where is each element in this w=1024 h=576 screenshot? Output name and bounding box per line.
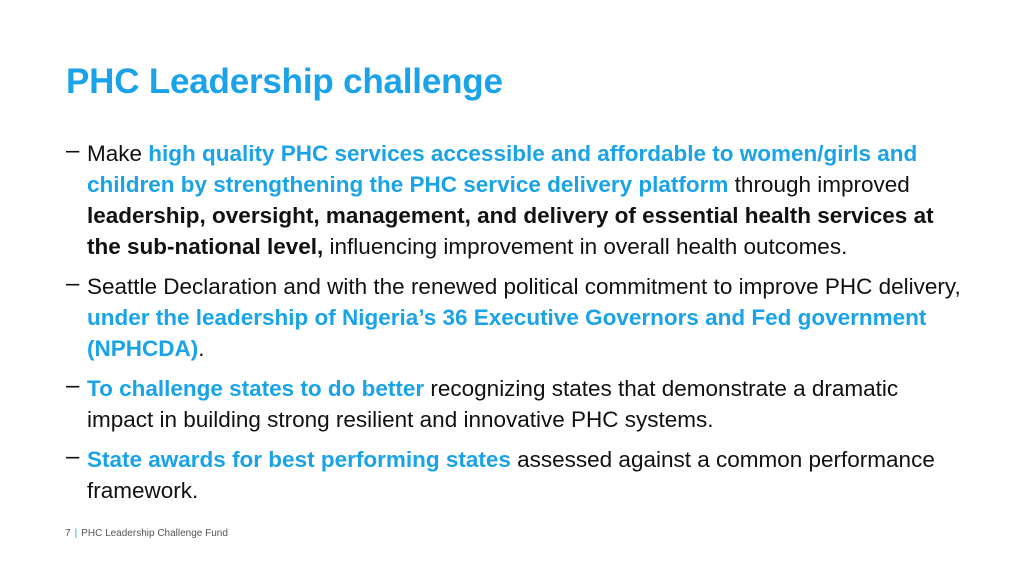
bullet-bold: leadership, oversight, management, and delivery of essential health services at the sub-national level, — [87, 203, 934, 259]
bullet-item — [66, 373, 966, 435]
slide-title: PHC Leadership challenge — [66, 62, 503, 101]
footer-text: PHC Leadership Challenge Fund — [81, 528, 228, 539]
dash-marker: – — [66, 372, 80, 399]
bullet-text: influencing improvement in overall health outcomes. — [323, 234, 848, 259]
bullet-list — [66, 138, 966, 515]
dash-marker: – — [66, 137, 80, 164]
bullet-text: recognizing states that demonstrate a dramatic impact in building strong resilient and innovative PHC systems. — [87, 376, 899, 432]
bullet-item — [66, 444, 966, 506]
bullet-text: through improved — [728, 172, 910, 197]
bullet-text: assessed against a common performance framework. — [87, 447, 935, 503]
slide-footer — [65, 528, 228, 539]
bullet-highlight: under the leadership of Nigeria’s 36 Executive Governors and Fed government (NPHCDA) — [87, 305, 927, 361]
bullet-highlight: State awards for best performing states — [87, 447, 511, 472]
footer-separator: | — [74, 528, 78, 539]
bullet-text: Make — [87, 141, 149, 166]
bullet-highlight: To challenge states to do better — [87, 376, 425, 401]
page-number: 7 — [65, 528, 71, 539]
bullet-item — [66, 138, 966, 262]
bullet-text: Seattle Declaration and with the renewed political commitment to improve PHC delivery, — [87, 274, 961, 299]
bullet-text: . — [198, 336, 205, 361]
bullet-item — [66, 271, 966, 364]
dash-marker: – — [66, 443, 80, 470]
dash-marker: – — [66, 270, 80, 297]
bullet-highlight: high quality PHC services accessible and affordable to women/girls and children by strengthening the PHC service delivery platform — [87, 141, 918, 197]
